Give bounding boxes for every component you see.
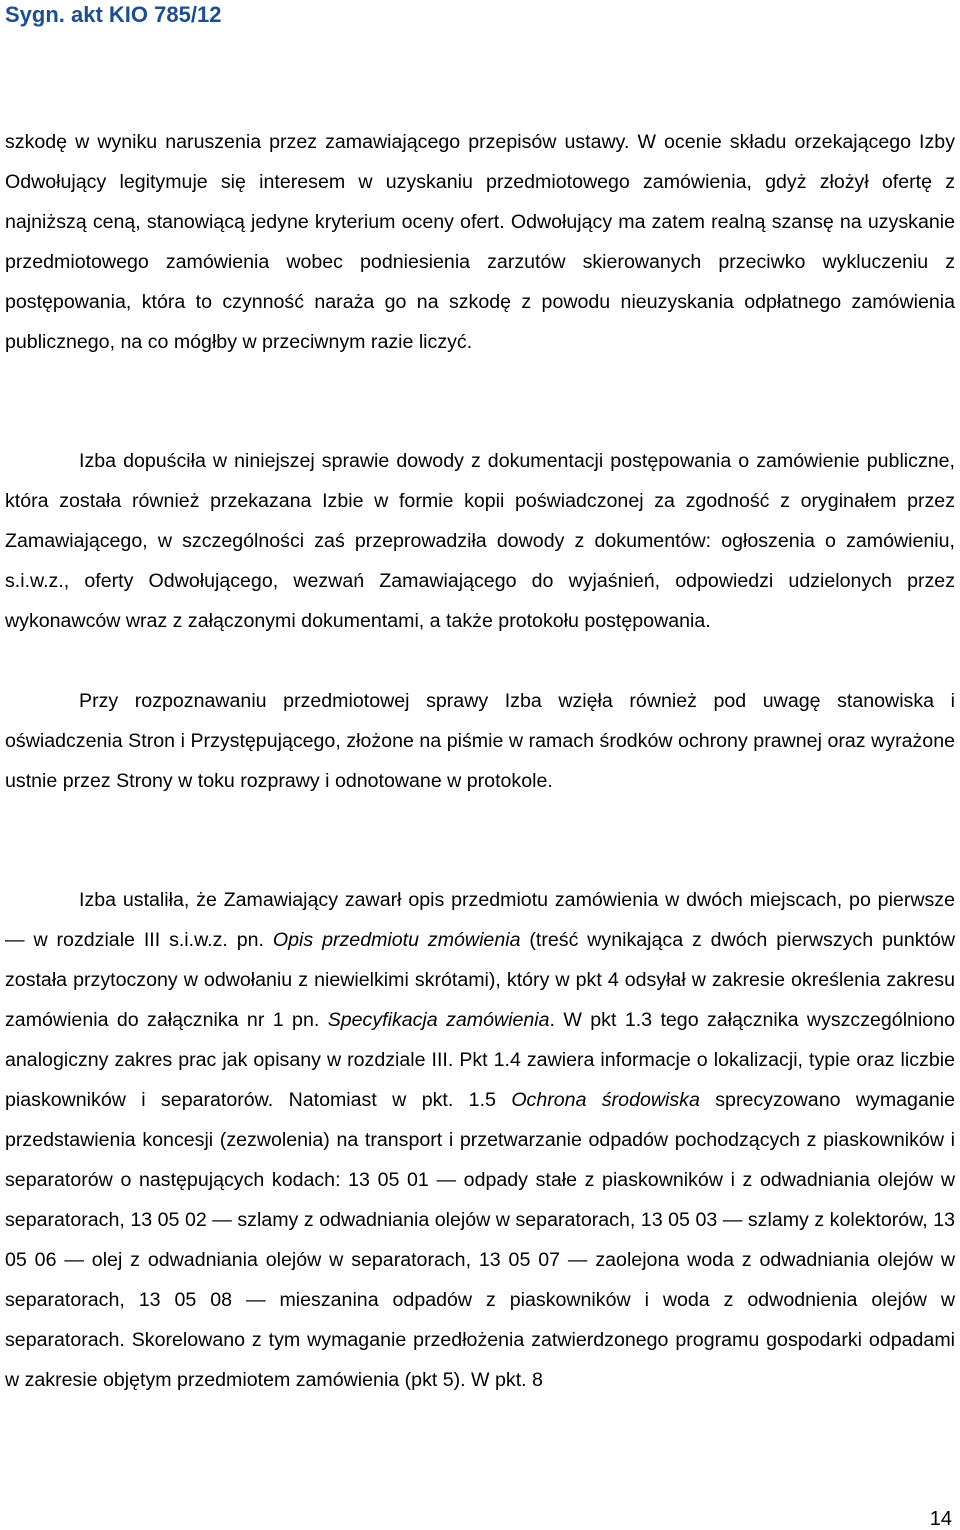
findings-title-ochrona: Ochrona środowiska [511,1089,700,1111]
paragraph-findings [5,880,955,1400]
findings-text-1: Izba ustaliła, że Zamawiający zawarł opis przedmiotu zamówienia w dwóch miejscach, po pierwsze — w rozdziale III s.i.w.z. pn. [5,889,955,951]
page-number: 14 [929,1508,952,1530]
findings-text-2: (treść wynikająca z dwóch pierwszych punktów została przytoczony w odwołaniu z niewielkimi skrótami), który w pkt 4 odsyłał w zakresie określenia zakresu zamówienia do załącznika nr 1 pn. [5,929,955,1031]
findings-text-3: . W pkt 1.3 tego załącznika wyszczególniono analogiczny zakres prac jak opisany w rozdziale III. Pkt 1.4 zawiera informacje o lokalizacji, typie oraz liczbie piaskowników i separatorów. Natomiast w pkt. 1.5 [5,1009,955,1111]
findings-title-opis: Opis przedmiotu zmówienia [272,929,521,951]
findings-title-specyfikacja: Specyfikacja zamówienia [327,1009,550,1031]
paragraph-evidence: Izba dopuściła w niniejszej sprawie dowody z dokumentacji postępowania o zamówienie publiczne, która została również przekazana Izbie w formie kopii poświadczonej za zgodność z oryginałem przez Zamawiającego, w szczególności zaś przeprowadziła dowody z dokumentów: ogłoszenia o zamówieniu, s.i.w.z., oferty Odwołującego, wezwań Zamawiającego do wyjaśnień, odpowiedzi udzielonych przez wykonawców wraz z załączonymi dokumentami, a także protokołu postępowania. [5,450,955,632]
case-signature-header: Sygn. akt KIO 785/12 [5,2,222,27]
findings-text-4: sprecyzowano wymaganie przedstawienia koncesji (zezwolenia) na transport i przetwarzanie odpadów pochodzących z piaskowników i separatorów o następujących kodach: 13 05 01 — odpady stałe z piaskowników i z odwadniania olejów w separatorach, 13 05 02 — szlamy z odwadniania olejów w separatorach, 13 05 03 — szlamy z kolektorów, 13 05 06 — olej z odwadniania olejów w separatorach, 13 05 07 — zaolejona woda z odwadniania olejów w separatorach, 13 05 08 — mieszanina odpadów z piaskowników i woda z odwodnienia olejów w separatorach. Skorelowano z tym wymaganie przedłożenia zatwierdzonego programu gospodarki odpadami w zakresie objętym przedmiotem zamówienia (pkt 5). W pkt. 8 [5,1089,955,1391]
paragraph-positions: Przy rozpoznawaniu przedmiotowej sprawy Izba wzięła również pod uwagę stanowiska i oświadczenia Stron i Przystępującego, złożone na piśmie w ramach środków ochrony prawnej oraz wyrażone ustnie przez Strony w toku rozprawy i odnotowane w protokole. [5,690,955,792]
paragraph-interest: szkodę w wyniku naruszenia przez zamawiającego przepisów ustawy. W ocenie składu orzekającego Izby Odwołujący legitymuje się interesem w uzyskaniu przedmiotowego zamówienia, gdyż złożył ofertę z najniższą ceną, stanowiącą jedyne kryterium oceny ofert. Odwołujący ma zatem realną szansę na uzyskanie przedmiotowego zamówienia wobec podniesienia zarzutów skierowanych przeciwko wykluczeniu z postępowania, która to czynność naraża go na szkodę z powodu nieuzyskania odpłatnego zamówienia publicznego, na co mógłby w przeciwnym razie liczyć. [5,131,955,353]
